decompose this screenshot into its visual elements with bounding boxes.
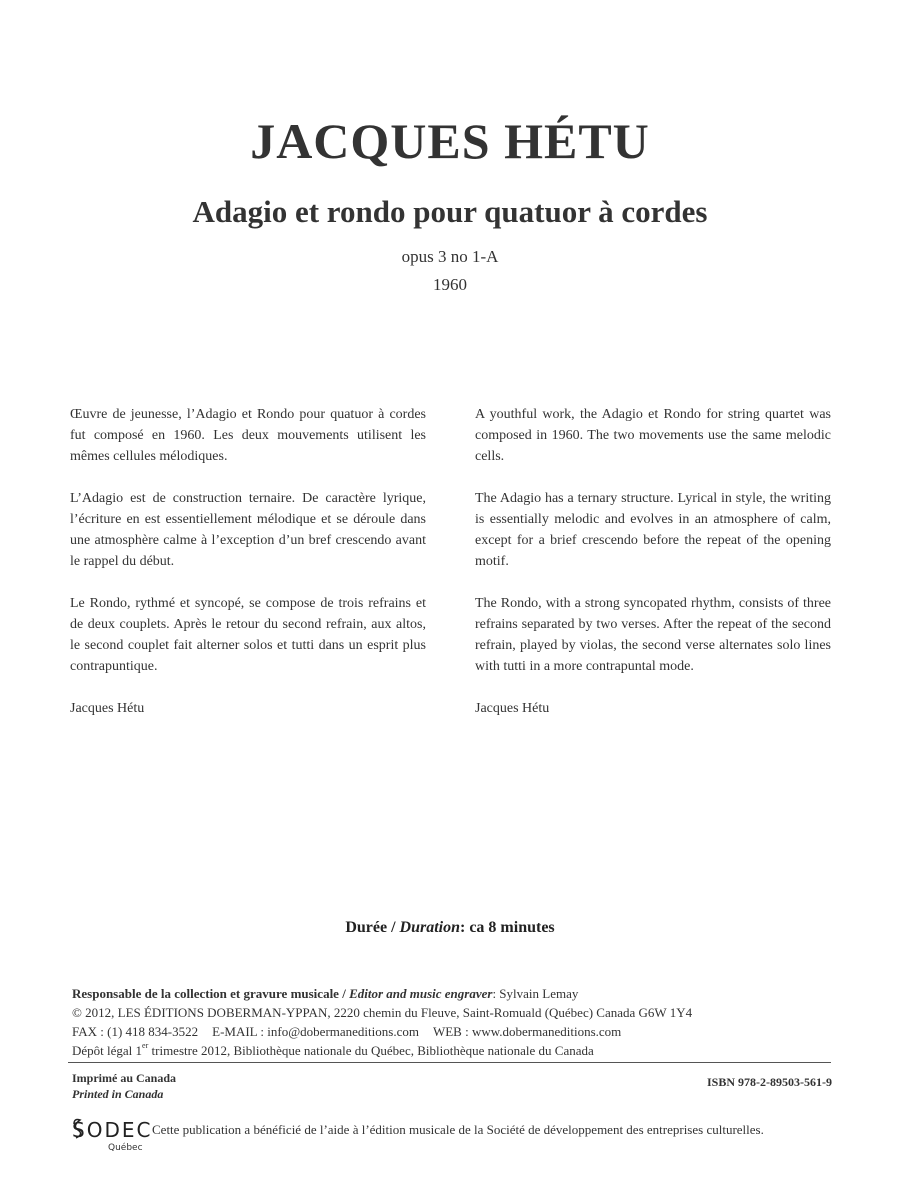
- website: WEB : www.dobermaneditions.com: [432, 1024, 622, 1039]
- opus-number: opus 3 no 1-A: [401, 247, 499, 266]
- sodec-logo-text: SODEC: [72, 1118, 153, 1142]
- contact-line: [72, 1022, 832, 1041]
- editor-label-en: Editor and music engraver: [349, 986, 493, 1001]
- duration-label-fr: Durée /: [345, 919, 396, 936]
- duration-label-en: Duration: [399, 919, 460, 936]
- editor-name: : Sylvain Lemay: [492, 986, 579, 1001]
- fax: FAX : (1) 418 834-3522: [72, 1024, 199, 1039]
- composer-name: JACQUES HÉTU: [250, 113, 650, 169]
- editor-label-fr: Responsable de la collection et gravure musicale /: [72, 986, 346, 1001]
- composition-year: 1960: [433, 275, 467, 294]
- sodec-logo-subtext: Québec: [108, 1143, 143, 1153]
- notes-en-paragraph-3: The Rondo, with a strong syncopated rhythm, consists of three refrains separated by two verses. After the repeat of the second refrain, played by violas, the second verse alternates solo lines with tutti in a more contrapuntal mode.: [475, 596, 831, 674]
- legal-prefix: Dépôt légal 1: [72, 1043, 143, 1058]
- credits: [72, 984, 832, 1060]
- legal-deposit: [72, 1041, 832, 1060]
- work-title: Adagio et rondo pour quatuor à cordes: [192, 194, 708, 229]
- notes-fr-paragraph-3: Le Rondo, rythmé et syncopé, se compose de trois refrains et de deux couplets. Après le retour du second refrain, aux altos, le second couplet fait alterner solos et tutti dans un esprit plus contrapuntique.: [70, 596, 426, 674]
- footer-divider: [68, 1062, 831, 1063]
- printed-en: Printed in Canada: [72, 1087, 164, 1101]
- copyright-line: © 2012, LES ÉDITIONS DOBERMAN-YPPAN, 2220 chemin du Fleuve, Saint-Romuald (Québec) Canada G6W 1Y4: [72, 1005, 693, 1020]
- notes-fr-paragraph-1: Œuvre de jeunesse, l’Adagio et Rondo pour quatuor à cordes fut composé en 1960. Les deux mouvements utilisent les mêmes cellules mélodiques.: [70, 407, 426, 464]
- duration-value: : ca 8 minutes: [460, 919, 555, 936]
- notes-en-signature: Jacques Hétu: [475, 701, 550, 716]
- notes-french: [70, 404, 426, 740]
- duration: [0, 919, 900, 937]
- notes-en-paragraph-1: A youthful work, the Adagio et Rondo for string quartet was composed in 1960. The two movements use the same melodic cells.: [475, 407, 831, 464]
- printed-fr: Imprimé au Canada: [72, 1071, 177, 1085]
- legal-rest: trimestre 2012, Bibliothèque nationale du Québec, Bibliothèque nationale du Canada: [148, 1043, 594, 1058]
- legal-ordinal: er: [142, 1041, 149, 1050]
- notes-en-paragraph-2: The Adagio has a ternary structure. Lyrical in style, the writing is essentially melodic and evolves in an atmosphere of calm, except for a brief crescendo before the repeat of the opening motif.: [475, 491, 831, 569]
- isbn: ISBN 978-2-89503-561-9: [707, 1075, 832, 1089]
- printed-in: [72, 1070, 176, 1102]
- editor-credit: [72, 984, 832, 1003]
- email: E-MAIL : info@dobermaneditions.com: [212, 1024, 419, 1039]
- notes-fr-signature: Jacques Hétu: [70, 701, 145, 716]
- notes-english: [475, 404, 831, 740]
- funding-notice: Cette publication a bénéficié de l’aide à l’édition musicale de la Société de développement des entreprises culturelles.: [152, 1122, 764, 1137]
- notes-fr-paragraph-2: L’Adagio est de construction ternaire. De caractère lyrique, l’écriture en est essentiellement mélodique et se déroule dans une atmosphère calme à l’exception d’un bref crescendo avant le rappel du début.: [70, 491, 426, 569]
